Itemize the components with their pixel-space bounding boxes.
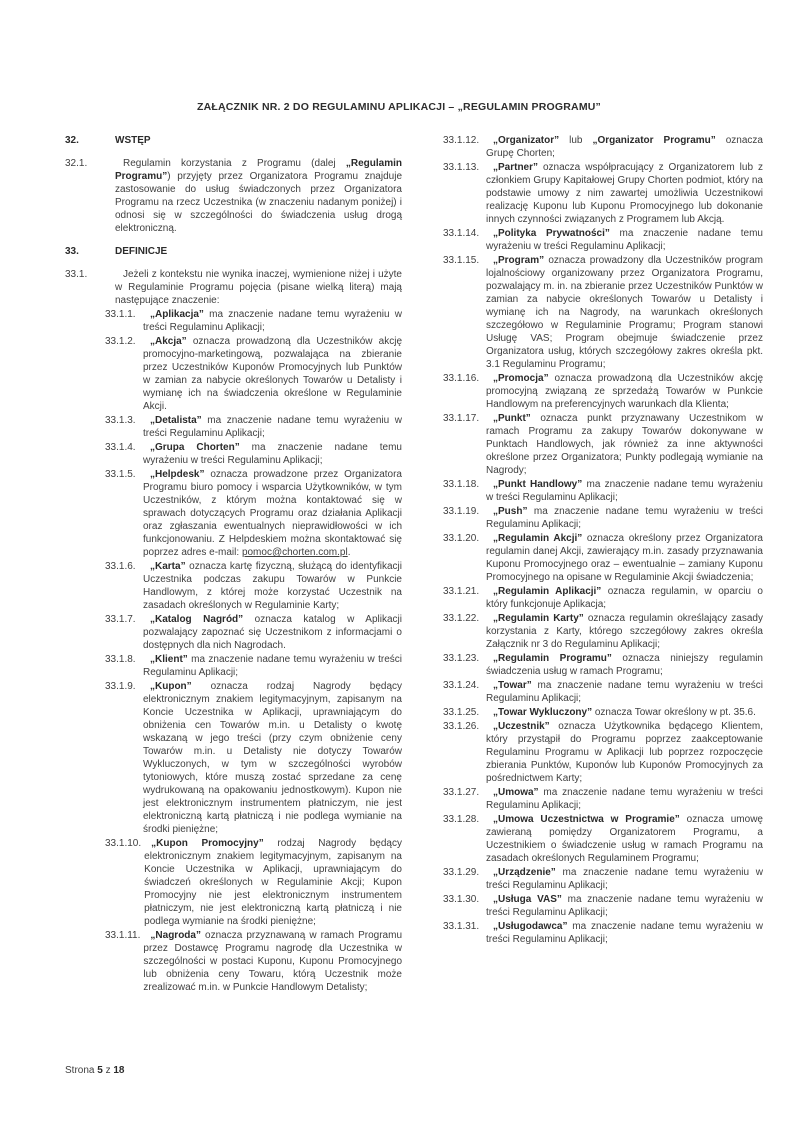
text-run: ma znaczenie nadane temu wyrażeniu w treści Regulaminu Aplikacji; — [486, 867, 763, 891]
defined-term: „Partner” — [493, 162, 539, 173]
clause-number: 33.1.23. — [443, 653, 480, 664]
clause-number: 33.1. — [65, 269, 88, 280]
clause-text — [486, 706, 763, 719]
clause-number: 33.1.21. — [443, 586, 480, 597]
footer-conjunction: z — [105, 1065, 111, 1076]
clause-text — [143, 414, 402, 440]
clause-number: 33.1.19. — [443, 506, 480, 517]
definition-item — [443, 532, 763, 584]
text-run: oznacza katalog w Aplikacji pozwalający zapoznać się Uczestnikom z informacjami o dostępnych dla nich Nagrodach. — [143, 614, 402, 651]
clause-text — [486, 786, 763, 812]
clause-number: 33.1.5. — [105, 469, 136, 480]
defined-term: „Push” — [493, 506, 528, 517]
clause-number: 33.1.9. — [105, 681, 136, 692]
clause-text — [143, 680, 402, 836]
clause-number: 33.1.12. — [443, 135, 480, 146]
page-footer — [65, 1064, 125, 1077]
defined-term: „Regulamin Aplikacji” — [493, 586, 602, 597]
definition-item — [105, 468, 402, 559]
definition-item — [105, 613, 402, 652]
text-run: ma znaczenie nadane temu wyrażeniu w treści Regulaminu Aplikacji; — [143, 309, 402, 333]
clause-number: 33.1.2. — [105, 336, 136, 347]
text-run: oznacza prowadzony dla Uczestników program lojalnościowy organizowany przez Organizatora Programu, pozwalający m. in. na zbieranie przez Uczestników Punktów w zamian za nabycie określonych Towarów u Detalisty i wymianę ich na Nagrody, na warunkach określonych szczegółowo w Regulaminie Programu; Program stanowi Usługę VAS; Program obejmuje świadczenie przez Organizatora usług, których szczegółowy zakres określa pkt. 3.1 Regulaminu Programu; — [486, 255, 763, 370]
defined-term: „Program” — [493, 255, 545, 266]
clause-text — [486, 920, 763, 946]
clause-text — [486, 372, 763, 411]
definition-item — [443, 786, 763, 812]
definition-item — [443, 866, 763, 892]
definition-item — [105, 335, 402, 413]
section-title: DEFINICJE — [115, 246, 168, 257]
text-run: ma znaczenie nadane temu wyrażeniu w treści Regulaminu Aplikacji; — [486, 680, 763, 704]
definition-item — [443, 254, 763, 371]
text-run: oznacza określony przez Organizatora regulamin danej Akcji, zawierający m.in. zasady przyznawania Kuponu Promocyjnego oraz – ewentualnie – zamiany Kuponu Promocyjnego na opisane w Regulaminie Akcji świadczenia; — [486, 533, 763, 583]
clause-number: 33.1.28. — [443, 814, 480, 825]
definition-item — [105, 680, 402, 836]
text-run: oznacza niniejszy regulamin świadczenia usług w ramach Programu; — [486, 653, 763, 677]
text-run: ma znaczenie nadane temu wyrażeniu w treści Regulaminu Aplikacji; — [486, 228, 763, 252]
text-run: ma znaczenie nadane temu wyrażeniu w treści Regulaminu Aplikacji; — [486, 894, 764, 918]
clause-number: 33.1.7. — [105, 614, 136, 625]
text-run: oznacza umowę zawieraną pomiędzy Organizatorem Programu, a Uczestnikiem o świadczenie usług w ramach Programu na zasadach określonych Regulaminem Programu; — [486, 814, 763, 864]
clause-text — [143, 335, 402, 413]
clause-number: 33.1.25. — [443, 707, 480, 718]
definition-item — [443, 813, 763, 865]
footer-total-pages: 18 — [113, 1065, 125, 1076]
clause-number: 33.1.17. — [443, 413, 480, 424]
text-run: oznacza prowadzoną dla Uczestników akcję promocyjną związaną ze sprzedażą Towarów w Punkcie Handlowym na preferencyjnych warunkach dla Klienta; — [486, 373, 763, 410]
text-run: ma znaczenie nadane temu wyrażeniu w treści Regulaminu Aplikacji; — [143, 415, 402, 439]
clause-text — [486, 134, 763, 160]
defined-term: „Punkt” — [493, 413, 531, 424]
definition-item — [443, 227, 763, 253]
defined-term: „Uczestnik” — [493, 721, 550, 732]
text-run: ma znaczenie nadane temu wyrażeniu w treści Regulaminu Aplikacji; — [486, 921, 763, 945]
clause-number: 33.1.11. — [105, 930, 141, 941]
clause-number: 33.1.18. — [443, 479, 480, 490]
clause-text — [486, 532, 763, 584]
section-heading — [65, 134, 402, 147]
defined-term: „Umowa” — [493, 787, 539, 798]
definition-item — [443, 505, 763, 531]
defined-term: „Towar Wykluczony” — [493, 707, 593, 718]
clause-number: 33.1.29. — [443, 867, 480, 878]
clause-text — [486, 478, 763, 504]
footer-label: Strona — [65, 1065, 95, 1076]
clause-number: 32. — [65, 135, 79, 146]
clause-number: 33.1.14. — [443, 228, 480, 239]
text-run: ) przyjęty przez Organizatora Programu znajduje zastosowanie do usług świadczonych przez Organizatora Programu na rzecz Uczestnika (w znaczeniu nadanym poniżej) i odnosi się w szczególności do świadczenia usług drogą elektroniczną. — [115, 171, 402, 234]
text-run: Jeżeli z kontekstu nie wynika inaczej, wymienione niżej i użyte w Regulaminie Programu pojęcia (pisane wielką literą) mają następujące znaczenie: — [115, 269, 402, 306]
clause-text — [143, 560, 402, 612]
definition-item — [105, 653, 402, 679]
defined-term: „Urządzenie” — [493, 867, 556, 878]
defined-term: „Polityka Prywatności” — [493, 228, 610, 239]
defined-term: „Usługa VAS” — [493, 894, 562, 905]
clause-number: 33.1.13. — [443, 162, 480, 173]
defined-term: „Usługodawca” — [493, 921, 568, 932]
section-title: WSTĘP — [115, 135, 151, 146]
clause-number: 33.1.24. — [443, 680, 480, 691]
clause-text — [486, 227, 763, 253]
definition-item — [443, 920, 763, 946]
clause-text — [143, 441, 402, 467]
clause-number: 33.1.3. — [105, 415, 136, 426]
clause-text — [144, 837, 402, 928]
clause-number: 33.1.26. — [443, 721, 480, 732]
defined-term: „Organizator” — [493, 135, 560, 146]
definition-item — [443, 652, 763, 678]
defined-term: „Regulamin Programu” — [493, 653, 612, 664]
defined-term: „Promocja” — [493, 373, 549, 384]
text-run: ma znaczenie nadane temu wyrażeniu w treści Regulaminu Aplikacji; — [143, 654, 402, 678]
clause-text — [143, 929, 402, 994]
defined-term: „Punkt Handlowy” — [493, 479, 583, 490]
clause-number: 33.1.4. — [105, 442, 136, 453]
clause-number: 33.1.31. — [443, 921, 480, 932]
text-run: Regulamin korzystania z Programu (dalej — [123, 158, 346, 169]
clause-text — [486, 612, 763, 651]
footer-page-number: 5 — [97, 1065, 103, 1076]
defined-term: „Aplikacja” — [150, 309, 204, 320]
clause-text — [486, 866, 763, 892]
definition-item — [105, 560, 402, 612]
clause-number: 33.1.30. — [443, 894, 480, 905]
text-run: oznacza prowadzoną dla Uczestników akcję promocyjno-marketingową, pozwalająca na zbieranie przez Uczestników Kuponów Promocyjnych lub Punktów w zamian za nabycie określonych Towarów u Detalisty i wymianę ich na świadczenia określone w Regulaminie Akcji. — [143, 336, 402, 412]
defined-term: „Helpdesk” — [150, 469, 205, 480]
definition-item — [443, 679, 763, 705]
defined-term: „Kupon” — [150, 681, 192, 692]
text-run: oznacza punkt przyznawany Uczestnikom w ramach Programu za zakupy Towarów dokonywane w Punktach Handlowych, jak również za inne aktywności określone przez Organizatora; Punkty podlegają wymianie na Nagrody; — [486, 413, 763, 476]
clause-text — [115, 268, 402, 307]
text-run: ma znaczenie nadane temu wyrażeniu w treści Regulaminu Aplikacji; — [486, 506, 763, 530]
clause-number: 33.1.10. — [105, 838, 142, 849]
definition-item — [443, 478, 763, 504]
text-run: oznacza prowadzone przez Organizatora Programu biuro pomocy i wsparcia Użytkowników, w tym Uczestników, z którym można kontaktować się w sprawach dotyczących Programu oraz działania Aplikacji oraz zgłaszania ewentualnych nieprawidłowości w ich funkcjonowaniu. Z Helpdeskiem można skontaktować się poprzez adres e-mail: — [143, 469, 402, 558]
defined-term: „Regulamin Karty” — [493, 613, 584, 624]
clause-number: 33. — [65, 246, 79, 257]
text-run: rodzaj Nagrody będący elektronicznym znakiem legitymacyjnym, zapisanym na Koncie Uczestnika w Aplikacji, uprawniającym do świadczeń określonych w Regulaminie Akcji; Kupon Promocyjny nie jest elektronicznym instrumentem płatniczym, nie jest elektroniczną kartą płatniczą i nie podlega wymianie na środki pieniężne; — [144, 838, 402, 927]
definition-item — [105, 308, 402, 334]
text-run: oznacza rodzaj Nagrody będący elektronicznym znakiem legitymacyjnym, zapisanym na Koncie Uczestnika w Aplikacji, uprawniającym do obniżenia cen Towarów m.in. u Detalisty o kwotę wskazaną w jego treści (przy czym obniżenie ceny Towarów m.in. u Detalisty nie dotyczy Towarów Wykluczonych, w tym w szczególności wyrobów tytoniowych, które muszą zostać sprzedane za cenę wydrukowaną na opakowaniu jednostkowym). Kupon nie jest elektronicznym instrumentem płatniczym, nie jest elektroniczną kartą płatniczą i nie podlega wymianie na środki pieniężne; — [143, 681, 402, 835]
clause-text — [486, 893, 763, 919]
text-run: oznacza kartę fizyczną, służącą do identyfikacji Uczestnika podczas zakupu Towarów w Punkcie Handlowym, z której może korzystać Uczestnik na zasadach określonych w Regulaminie Karty; — [143, 561, 402, 611]
clause-number: 33.1.27. — [443, 787, 480, 798]
two-column-layout — [65, 134, 763, 995]
clause-text — [486, 161, 763, 226]
defined-term: „Klient” — [150, 654, 188, 665]
text-run: oznacza regulamin określający zasady korzystania z Karty, którego szczegółowy zakres określa Załącznik nr 3 do Regulaminu Aplikacji; — [486, 613, 763, 650]
clause-text — [486, 720, 763, 785]
defined-term: „Akcja” — [150, 336, 187, 347]
text-run: ma znaczenie nadane temu wyrażeniu w treści Regulaminu Aplikacji; — [486, 787, 763, 811]
text-run: oznacza współpracujący z Organizatorem lub z członkiem Grupy Kapitałowej Grupy Chorten podmiot, który na podstawie umowy z nim zawartej umożliwia Uczestnikowi realizację Kuponu lub Kuponu Promocyjnego lub dokonanie innych czynności związanych z Programem lub Akcją. — [486, 162, 763, 225]
clause-text — [486, 652, 763, 678]
definition-item — [443, 161, 763, 226]
defined-term: „Regulamin Programu” — [115, 158, 402, 182]
definition-item — [443, 893, 763, 919]
defined-term: „Karta” — [150, 561, 186, 572]
definition-item — [443, 612, 763, 651]
defined-term: „Detalista” — [150, 415, 202, 426]
text-run: . — [347, 547, 351, 558]
right-column — [443, 134, 763, 947]
clause-number: 33.1.1. — [105, 309, 136, 320]
clause-text — [486, 813, 763, 865]
text-run: oznacza Grupę Chorten; — [486, 135, 763, 159]
defined-term: „Regulamin Akcji” — [493, 533, 583, 544]
email-link[interactable]: pomoc@chorten.com.pl — [241, 547, 348, 558]
clause-text — [115, 157, 402, 235]
text-run: ma znaczenie nadane temu wyrażeniu w treści Regulaminu Aplikacji; — [486, 479, 763, 503]
definition-item — [443, 706, 763, 719]
defined-term: „Katalog Nagród” — [150, 614, 244, 625]
clause-text — [143, 613, 402, 652]
clause-text — [486, 412, 763, 477]
left-column — [65, 134, 402, 995]
clause-number: 33.1.16. — [443, 373, 480, 384]
text-run: lub — [559, 135, 593, 146]
clause-paragraph — [65, 268, 402, 307]
defined-term: „Kupon Promocyjny” — [151, 838, 264, 849]
clause-text — [143, 468, 402, 559]
definition-item — [443, 585, 763, 611]
defined-term: „Organizator Programu” — [592, 135, 716, 146]
text-run: oznacza regulamin, w oparciu o który funkcjonuje Aplikacja; — [486, 586, 763, 610]
clause-text — [143, 653, 402, 679]
defined-term: „Umowa Uczestnictwa w Programie” — [493, 814, 680, 825]
text-run: oznacza przyznawaną w ramach Programu przez Dostawcę Programu nagrodę dla Uczestnika w szczególności w postaci Kuponu, Kuponu Promocyjnego lub obniżenia ceny Towaru, którą Uczestnik może zrealizować m.in. w Punkcie Handlowym Detalisty; — [143, 930, 402, 993]
defined-term: „Nagroda” — [150, 930, 201, 941]
defined-term: „Towar” — [493, 680, 532, 691]
clause-paragraph — [65, 157, 402, 235]
definition-item — [443, 720, 763, 785]
clause-number: 32.1. — [65, 158, 88, 169]
clause-number: 33.1.15. — [443, 255, 480, 266]
clause-text — [143, 308, 402, 334]
document-title: ZAŁĄCZNIK NR. 2 DO REGULAMINU APLIKACJI – „REGULAMIN PROGRAMU” — [196, 101, 601, 113]
defined-term: „Grupa Chorten” — [150, 442, 240, 453]
section-heading — [65, 245, 402, 258]
clause-number: 33.1.6. — [105, 561, 136, 572]
text-run: oznacza Użytkownika będącego Klientem, który przystąpił do Programu poprzez zaakceptowanie Regulaminu Programu w Aplikacji lub poprzez rozpoczęcie zbierania Punktów, Kuponów lub Kuponów Promocyjnych za pośrednictwem Karty; — [486, 721, 763, 784]
text-run: oznacza Towar określony w pt. 35.6. — [592, 707, 756, 718]
clause-number: 33.1.22. — [443, 613, 480, 624]
definition-item — [443, 412, 763, 477]
clause-text — [486, 505, 763, 531]
definition-item — [105, 929, 402, 994]
definition-item — [443, 372, 763, 411]
definition-item — [105, 414, 402, 440]
definition-item — [105, 441, 402, 467]
definition-item — [443, 134, 763, 160]
clause-number: 33.1.20. — [443, 533, 480, 544]
definition-item — [105, 837, 402, 928]
clause-number: 33.1.8. — [105, 654, 136, 665]
text-run: ma znaczenie nadane temu wyrażeniu w treści Regulaminu Aplikacji; — [143, 442, 402, 466]
clause-text — [486, 679, 763, 705]
clause-text — [486, 254, 763, 371]
clause-text — [486, 585, 763, 611]
